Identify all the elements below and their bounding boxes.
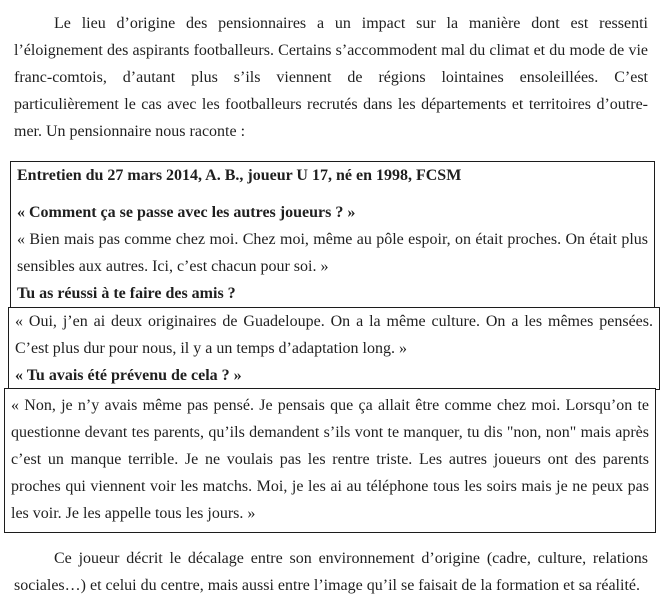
interview-box-bottom <box>4 388 656 533</box>
interview-box-middle <box>8 307 660 390</box>
closing-paragraph: Ce joueur décrit le décalage entre son environnement d’origine (cadre, culture, relations sociales…) et celui du centre, mais aussi entre l’image qu’il se faisait de la formation et sa réalité. <box>14 550 648 594</box>
interview-question-1: « Comment ça se passe avec les autres joueurs ? » <box>17 204 356 221</box>
interview-answer-1: « Bien mais pas comme chez moi. Chez moi, même au pôle espoir, on était proches. On était plus sensibles aux autres. Ici, c’est chacun pour soi. » <box>17 231 648 275</box>
interview-answer-2: « Oui, j’en ai deux originaires de Guadeloupe. On a la même culture. On a les mêmes pensées. C’est plus dur pour nous, il y a un temps d’adaptation long. » <box>15 312 653 357</box>
interview-answer-3: « Non, je n’y avais même pas pensé. Je pensais que ça allait être comme chez moi. Lorsqu’on te questionne devant tes parents, qu’ils demandent s’ils vont te manquer, tu dis "non, non" mais après c’est un manque terrible. Je ne voulais pas les rentre triste. Les autres joueurs ont des parents proches qui viennent voir les matchs. Moi, je les ai au téléphone tous les soirs mais je ne peux pas les voir. Je les appelle tous les jours. » <box>11 397 649 522</box>
intro-paragraph: Le lieu d’origine des pensionnaires a un impact sur la manière dont est ressenti l’éloignement des aspirants footballeurs. Certains s’accommodent mal du climat et du mode de vie franc-comtois, d’autant plus s’ils viennent de régions lointaines ensoleillées. C’est particulièrement le cas avec les footballeurs recrutés dans les départements et territoires d’outre-mer. Un pensionnaire nous raconte : <box>14 15 648 140</box>
interview-question-2: Tu as réussi à te faire des amis ? <box>17 285 236 302</box>
interview-header: Entretien du 27 mars 2014, A. B., joueur U 17, né en 1998, FCSM <box>17 167 462 184</box>
interview-question-3: « Tu avais été prévenu de cela ? » <box>15 366 242 384</box>
interview-box-top <box>10 161 655 308</box>
